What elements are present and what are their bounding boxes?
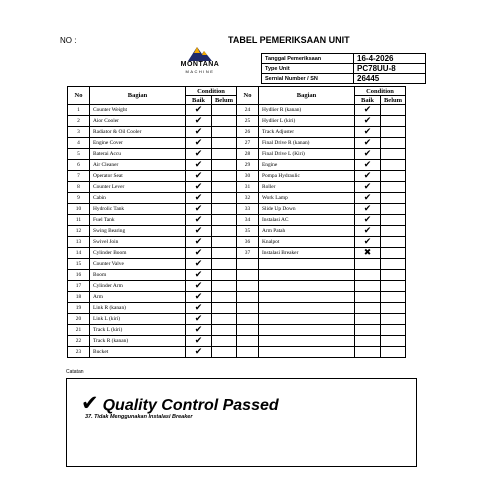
part-name: Slide Up Down [259,204,355,215]
part-name: Hydlier R (kanan) [259,105,355,116]
row-number: 18 [68,292,90,303]
belum-cell [212,127,237,138]
table-row [68,215,406,226]
belum-cell [212,259,237,270]
row-number: 22 [68,336,90,347]
row-number: 5 [68,149,90,160]
header-baik: Baik [186,96,212,105]
table-row [68,303,406,314]
belum-cell [212,281,237,292]
check-icon [355,314,381,325]
part-name [259,292,355,303]
logo-brand-text: MONTANA [180,61,220,68]
notes-box [66,378,417,467]
part-name [259,303,355,314]
belum-cell [381,281,406,292]
belum-cell [381,182,406,193]
part-name: Link R (kanan) [90,303,186,314]
header-bagian: Bagian [90,87,186,105]
notes-label: Catatan [66,369,84,375]
belum-cell [381,226,406,237]
row-number: 33 [237,204,259,215]
belum-cell [381,292,406,303]
table-row [68,149,406,160]
belum-cell [381,105,406,116]
table-row [68,105,406,116]
table-row [68,325,406,336]
belum-cell [212,204,237,215]
part-name: Swing Bearing [90,226,186,237]
note-text: 37. Tidak Menggunakan Instalasi Breaker [85,414,193,420]
info-row-date [262,54,426,64]
check-icon: ✔ [355,204,381,215]
row-number: 21 [68,325,90,336]
check-icon: ✔ [186,270,212,281]
part-name: Final Drive R (kanan) [259,138,355,149]
belum-cell [212,292,237,303]
info-label: Type Unit [262,64,354,74]
part-name: Track R (kanan) [90,336,186,347]
table-row [68,127,406,138]
check-icon: ✔ [186,237,212,248]
info-value: PC78UU-8 [354,64,426,74]
table-row [68,182,406,193]
belum-cell [381,127,406,138]
check-icon: ✔ [186,303,212,314]
part-name: Arm Patah [259,226,355,237]
check-icon: ✔ [186,292,212,303]
part-name: Hydlier L (kiri) [259,116,355,127]
row-number: 17 [68,281,90,292]
check-icon: ✔ [355,127,381,138]
row-number: 27 [237,138,259,149]
belum-cell [212,215,237,226]
part-name: Link L (kiri) [90,314,186,325]
header-bagian: Bagian [259,87,355,105]
belum-cell [381,314,406,325]
belum-cell [212,182,237,193]
row-number: 8 [68,182,90,193]
check-icon [355,270,381,281]
row-number: 34 [237,215,259,226]
part-name: Cylinder Boom [90,248,186,259]
part-name: Engine [259,160,355,171]
part-name: Operator Seat [90,171,186,182]
row-number [237,325,259,336]
info-row-serial [262,74,426,84]
info-value: 16-4-2026 [354,54,426,64]
belum-cell [212,270,237,281]
check-icon: ✔ [186,193,212,204]
row-number: 24 [237,105,259,116]
check-icon: ✔ [186,325,212,336]
part-name: Final Drive L (Kiri) [259,149,355,160]
logo-sub-text: MACHINE [185,69,215,74]
part-name: Pompa Hydraulic [259,171,355,182]
check-icon: ✔ [355,149,381,160]
part-name: Counter Lever [90,182,186,193]
row-number: 11 [68,215,90,226]
belum-cell [212,105,237,116]
table-row [68,259,406,270]
row-number: 1 [68,105,90,116]
mountain-logo-icon [168,44,232,62]
row-number: 20 [68,314,90,325]
check-icon: ✔ [186,127,212,138]
table-row [68,292,406,303]
part-name [259,314,355,325]
check-icon: ✔ [186,248,212,259]
row-number: 36 [237,237,259,248]
header-no: No [68,87,90,105]
info-label: Sernial Number / SN [262,74,354,84]
part-name: Track L (kiri) [90,325,186,336]
belum-cell [212,237,237,248]
belum-cell [212,193,237,204]
row-number: 16 [68,270,90,281]
part-name: Counter Weight [90,105,186,116]
table-row [68,171,406,182]
row-number: 3 [68,127,90,138]
belum-cell [212,325,237,336]
check-icon: ✔ [355,105,381,116]
row-number: 7 [68,171,90,182]
part-name: Cylinder Arm [90,281,186,292]
row-number [237,270,259,281]
check-icon: ✔ [355,193,381,204]
row-number: 13 [68,237,90,248]
table-row [68,204,406,215]
row-number: 23 [68,347,90,358]
header-belum: Belum [212,96,237,105]
document-number-label: NO : [60,36,77,45]
qc-stamp [81,391,279,415]
belum-cell [212,336,237,347]
belum-cell [381,171,406,182]
belum-cell [381,325,406,336]
part-name: Instalasi AC [259,215,355,226]
belum-cell [212,149,237,160]
part-name: Counter Valve [90,259,186,270]
row-number: 14 [68,248,90,259]
row-number [237,347,259,358]
belum-cell [212,226,237,237]
table-row [68,336,406,347]
belum-cell [381,347,406,358]
check-icon: ✔ [186,215,212,226]
row-number [237,281,259,292]
part-name: Track Adjuster [259,127,355,138]
company-logo [168,44,232,76]
belum-cell [381,336,406,347]
part-name: Baterai Accu [90,149,186,160]
belum-cell [212,171,237,182]
row-number: 32 [237,193,259,204]
row-number: 31 [237,182,259,193]
belum-cell [381,215,406,226]
belum-cell [381,204,406,215]
check-icon [355,281,381,292]
check-icon: ✔ [186,259,212,270]
header-condition: Condition [186,87,237,96]
row-number: 19 [68,303,90,314]
header-belum: Belum [381,96,406,105]
part-name [259,336,355,347]
table-row [68,138,406,149]
check-icon: ✔ [355,237,381,248]
row-number [237,303,259,314]
part-name [259,259,355,270]
check-icon: ✔ [186,204,212,215]
info-value: 26445 [354,74,426,84]
check-icon: ✔ [186,105,212,116]
part-name: Radiator & Oil Cooler [90,127,186,138]
row-number: 30 [237,171,259,182]
row-number [237,259,259,270]
part-name: Swivel Join [90,237,186,248]
table-row [68,281,406,292]
table-row [68,193,406,204]
check-icon: ✔ [186,347,212,358]
header-condition: Condition [355,87,406,96]
belum-cell [212,116,237,127]
check-icon [355,292,381,303]
belum-cell [212,160,237,171]
row-number: 26 [237,127,259,138]
belum-cell [381,248,406,259]
part-name: Boom [90,270,186,281]
belum-cell [212,347,237,358]
row-number [237,314,259,325]
check-icon: ✔ [186,116,212,127]
belum-cell [212,248,237,259]
part-name: Instalasi Breaker [259,248,355,259]
table-row [68,347,406,358]
table-row [68,160,406,171]
check-icon: ✔ [186,171,212,182]
row-number: 9 [68,193,90,204]
table-row [68,116,406,127]
belum-cell [212,138,237,149]
table-row [68,237,406,248]
check-icon: ✔ [186,314,212,325]
row-number: 10 [68,204,90,215]
info-label: Tanggal Pemeriksaan [262,54,354,64]
check-icon: ✔ [355,226,381,237]
belum-cell [381,149,406,160]
row-number: 6 [68,160,90,171]
part-name [259,347,355,358]
check-icon: ✔ [186,281,212,292]
part-name: Cabin [90,193,186,204]
part-name: Air Cleaner [90,160,186,171]
check-icon: ✔ [186,149,212,160]
part-name [259,270,355,281]
part-name: Bucket [90,347,186,358]
row-number [237,336,259,347]
header-no: No [237,87,259,105]
row-number [237,292,259,303]
check-icon [355,325,381,336]
table-row [68,270,406,281]
part-name: Knalpot [259,237,355,248]
check-icon: ✔ [186,336,212,347]
table-row [68,226,406,237]
row-number: 15 [68,259,90,270]
check-icon: ✔ [355,138,381,149]
row-number: 12 [68,226,90,237]
check-icon: ✔ [186,160,212,171]
table-row [68,248,406,259]
row-number: 35 [237,226,259,237]
belum-cell [381,160,406,171]
header-baik: Baik [355,96,381,105]
check-icon [355,303,381,314]
belum-cell [381,303,406,314]
part-name [259,325,355,336]
table-row [68,314,406,325]
check-icon: ✔ [355,182,381,193]
inspection-table [67,86,406,358]
page-title: TABEL PEMERIKSAAN UNIT [228,35,350,45]
part-name: Engine Cover [90,138,186,149]
row-number: 25 [237,116,259,127]
check-icon: ✔ [186,182,212,193]
row-number: 4 [68,138,90,149]
part-name: Arm [90,292,186,303]
info-row-type [262,64,426,74]
belum-cell [212,314,237,325]
unit-info-table [261,53,426,84]
check-icon: ✔ [355,171,381,182]
check-icon [355,259,381,270]
part-name: Fuel Tank [90,215,186,226]
part-name: Roller [259,182,355,193]
qc-text: Quality Control Passed [102,397,279,414]
part-name: Hydrolic Tank [90,204,186,215]
check-icon: ✔ [355,215,381,226]
check-icon: ✔ [355,160,381,171]
check-icon: ✔ [186,226,212,237]
row-number: 29 [237,160,259,171]
belum-cell [212,303,237,314]
check-icon: ✔ [81,391,99,415]
cross-icon: ✖ [355,248,381,259]
belum-cell [381,193,406,204]
check-icon: ✔ [355,116,381,127]
row-number: 2 [68,116,90,127]
check-icon: ✔ [186,138,212,149]
belum-cell [381,237,406,248]
part-name [259,281,355,292]
check-icon [355,347,381,358]
belum-cell [381,259,406,270]
row-number: 37 [237,248,259,259]
row-number: 28 [237,149,259,160]
part-name: Aior Cooler [90,116,186,127]
belum-cell [381,138,406,149]
check-icon [355,336,381,347]
part-name: Work Lamp [259,193,355,204]
belum-cell [381,270,406,281]
belum-cell [381,116,406,127]
